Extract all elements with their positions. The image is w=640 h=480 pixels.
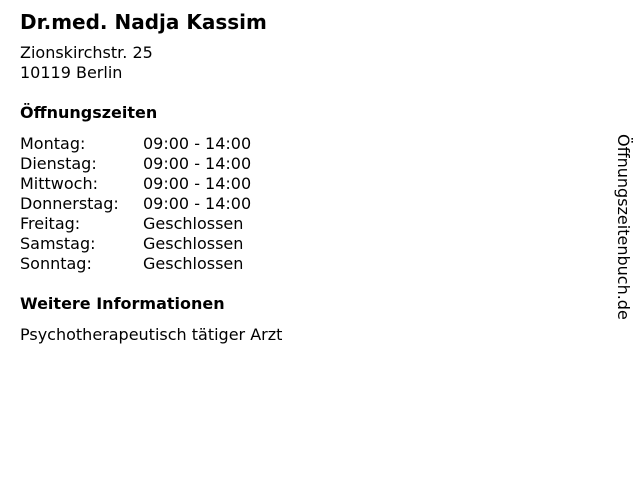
day-label: Dienstag: — [20, 154, 97, 173]
hours-row-saturday — [20, 234, 600, 254]
time-value: 09:00 - 14:00 — [143, 174, 252, 193]
practice-card — [20, 8, 600, 345]
time-value: Geschlossen — [143, 254, 244, 273]
address-street: Zionskirchstr. 25 — [20, 43, 153, 62]
further-info-heading: Weitere Informationen — [20, 294, 225, 313]
day-label: Mittwoch: — [20, 174, 98, 193]
opening-hours-table — [20, 134, 600, 274]
hours-row-tuesday — [20, 154, 600, 174]
hours-row-thursday — [20, 194, 600, 214]
time-value: 09:00 - 14:00 — [143, 134, 252, 153]
hours-row-wednesday — [20, 174, 600, 194]
further-info-text: Psychotherapeutisch tätiger Arzt — [20, 325, 283, 344]
day-label: Montag: — [20, 134, 86, 153]
time-value: 09:00 - 14:00 — [143, 154, 252, 173]
day-label: Sonntag: — [20, 254, 92, 273]
day-label: Freitag: — [20, 214, 81, 233]
opening-hours-heading: Öffnungszeiten — [20, 103, 158, 122]
day-label: Samstag: — [20, 234, 96, 253]
hours-row-sunday — [20, 254, 600, 274]
time-value: Geschlossen — [143, 214, 244, 233]
time-value: 09:00 - 14:00 — [143, 194, 252, 213]
day-label: Donnerstag: — [20, 194, 119, 213]
hours-row-friday — [20, 214, 600, 234]
hours-row-monday — [20, 134, 600, 154]
practice-name: Dr.med. Nadja Kassim — [20, 10, 267, 34]
practice-address — [20, 43, 600, 83]
address-city: 10119 Berlin — [20, 63, 123, 82]
brand-watermark: Öffnungszeitenbuch.de — [614, 134, 633, 320]
time-value: Geschlossen — [143, 234, 244, 253]
